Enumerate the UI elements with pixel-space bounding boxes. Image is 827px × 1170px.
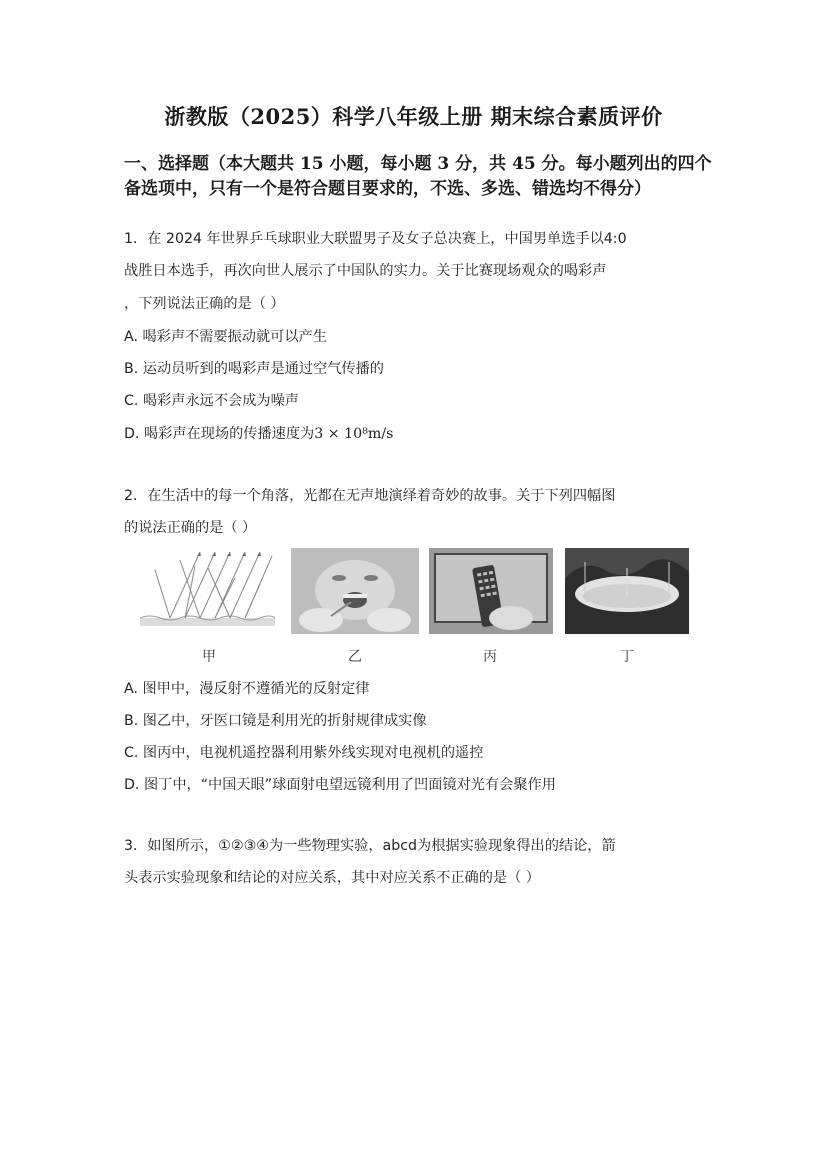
- dental-mirror-photo: [291, 548, 419, 634]
- q1-option-d-text: D. 喝彩声在现场的传播速度为: [124, 426, 315, 442]
- q2-line-2: 的说法正确的是（ ）: [124, 520, 257, 536]
- diffuse-reflection-figure: [140, 548, 275, 634]
- q1-option-b: B. 运动员听到的喝彩声是通过空气传播的: [124, 361, 384, 377]
- q3-line-2: 头表示实验现象和结论的对应关系，其中对应关系不正确的是（ ）: [124, 870, 540, 886]
- q2-option-b: B. 图乙中，牙医口镜是利用光的折射规律成实像: [124, 713, 427, 729]
- page-title: 浙教版（2025）科学八年级上册 期末综合素质评价: [164, 104, 663, 129]
- q1-option-a: A. 喝彩声不需要振动就可以产生: [124, 329, 327, 345]
- q1-speed-value: 3 × 10⁸m/s: [314, 426, 394, 442]
- q3-line-1: 3．如图所示，①②③④为一些物理实验，abcd为根据实验现象得出的结论，箭: [124, 838, 616, 854]
- caption-jia: 甲: [202, 649, 216, 665]
- caption-yi: 乙: [348, 649, 362, 665]
- caption-ding: 丁: [620, 649, 634, 665]
- q2-line-1: 2．在生活中的每一个角落，光都在无声地演绎着奇妙的故事。关于下列四幅图: [124, 488, 616, 504]
- caption-bing: 丙: [483, 649, 497, 665]
- q2-option-a: A. 图甲中，漫反射不遵循光的反射定律: [124, 681, 370, 697]
- q2-option-d: D. 图丁中，“中国天眼”球面射电望远镜利用了凹面镜对光有会聚作用: [124, 777, 556, 793]
- section-heading: 一、选择题（本大题共 15 小题，每小题 3 分，共 45 分。每小题列出的四个备选项中，只有一个是符合题目要求的，不选、多选、错选均不得分）: [124, 154, 712, 199]
- q1-option-c: C. 喝彩声永远不会成为噪声: [124, 393, 299, 409]
- q1-line-1: 1．在 2024 年世界乒乓球职业大联盟男子及女子总决赛上，中国男单选手以4:0: [124, 231, 627, 247]
- q1-line-2: 战胜日本选手，再次向世人展示了中国队的实力。关于比赛现场观众的喝彩声: [124, 263, 607, 279]
- q2-option-c: C. 图丙中，电视机遥控器利用紫外线实现对电视机的遥控: [124, 745, 484, 761]
- q1-line-3: ，下列说法正确的是（ ）: [124, 296, 285, 312]
- q1-option-d: [124, 423, 393, 443]
- tv-remote-photo: [429, 548, 553, 634]
- fast-telescope-photo: [565, 548, 689, 634]
